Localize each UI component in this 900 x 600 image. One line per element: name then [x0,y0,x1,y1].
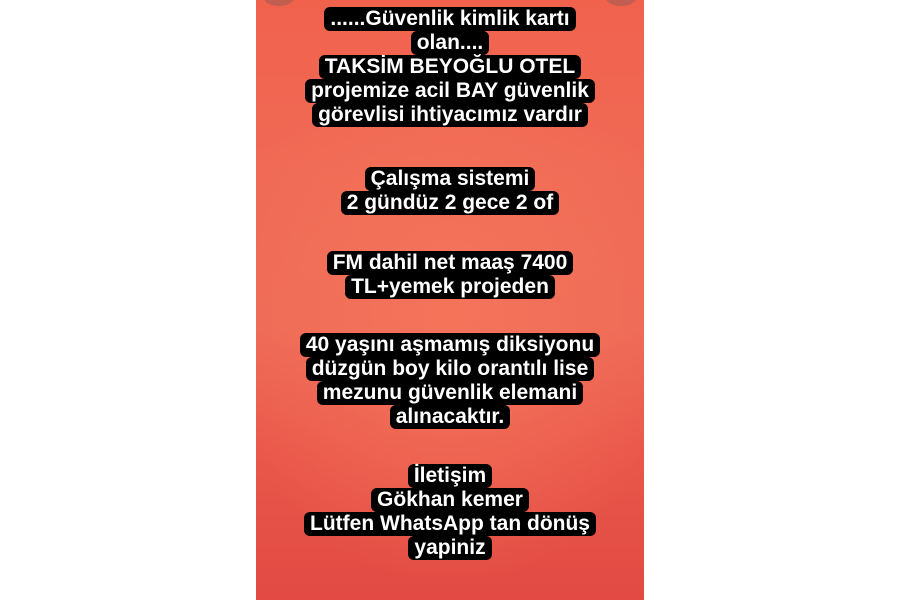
intro-line: ......Güvenlik kimlik kartı [324,7,575,31]
work-system-block [256,167,644,215]
contact-block [256,464,644,560]
story-image [256,0,644,600]
intro-block [256,7,644,127]
requirements-line: alınacaktır. [390,405,511,429]
intro-line: projemize acil BAY güvenlik [305,79,595,103]
requirements-block [256,333,644,429]
requirements-line: mezunu güvenlik elemani [317,381,583,405]
contact-line: Lütfen WhatsApp tan dönüş [304,512,596,536]
salary-line: TL+yemek projeden [345,275,555,299]
intro-line: TAKSİM BEYOĞLU OTEL [319,55,581,79]
work-system-line: 2 gündüz 2 gece 2 of [341,191,560,215]
contact-line: Gökhan kemer [371,488,529,512]
requirements-line: 40 yaşını aşmamış diksiyonu [300,333,600,357]
requirements-line: düzgün boy kilo orantılı lise [306,357,595,381]
intro-line: görevlisi ihtiyacımız vardır [312,103,588,127]
contact-line: İletişim [408,464,492,488]
contact-line: yapiniz [408,536,491,560]
work-system-line: Çalışma sistemi [365,167,536,191]
salary-line: FM dahil net maaş 7400 [327,251,574,275]
salary-block [256,251,644,299]
intro-line: olan.... [411,31,490,55]
